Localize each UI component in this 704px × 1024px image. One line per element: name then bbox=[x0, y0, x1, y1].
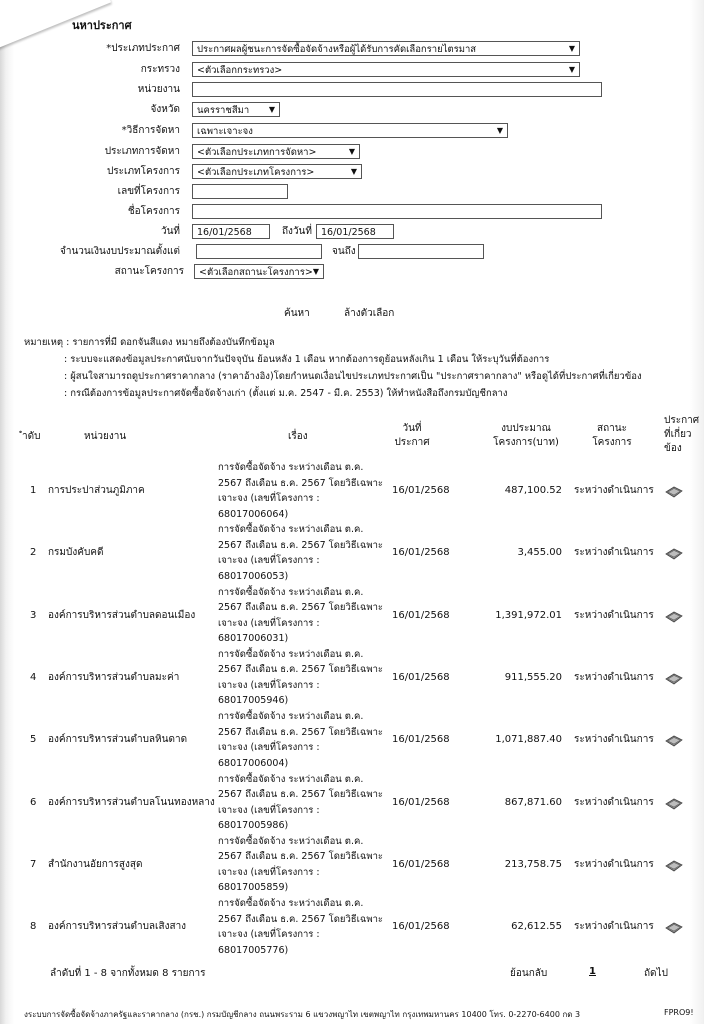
note-line: : ระบบจะแสดงข้อมูลประกาศนับจากวันปัจจุบัน ย้อนหลัง 1 เดือน หากต้องการดูย้อนหลังเกิน 1 เดือน ให้ระบุวันที่ต้องการ bbox=[64, 354, 550, 365]
table-row bbox=[0, 834, 704, 896]
footer-code: FPRO9! bbox=[664, 1008, 694, 1017]
row-date: 16/01/2568 bbox=[392, 671, 450, 683]
budget-to-input[interactable] bbox=[358, 244, 484, 259]
project-name-label: ชื่อโครงการ bbox=[127, 206, 180, 217]
section-title: นหาประกาศ bbox=[72, 19, 132, 32]
row-status: ระหว่างดำเนินการ bbox=[574, 796, 654, 808]
date-to-label: ถึงวันที่ bbox=[282, 226, 312, 237]
row-no: 5 bbox=[30, 734, 37, 746]
pagination-page-1[interactable]: 1 bbox=[589, 966, 596, 977]
row-status: ระหว่างดำเนินการ bbox=[574, 921, 654, 933]
table-row bbox=[0, 522, 704, 584]
document-stack-icon[interactable] bbox=[664, 735, 684, 747]
row-budget: 487,100.52 bbox=[504, 485, 562, 496]
header-status-line2: โครงการ bbox=[592, 437, 632, 448]
chevron-down-icon: ▼ bbox=[348, 147, 356, 156]
announce-type-select[interactable] bbox=[192, 41, 580, 56]
document-stack-icon[interactable] bbox=[664, 798, 684, 810]
document-stack-icon[interactable] bbox=[664, 486, 684, 498]
header-status-line1: สถานะ bbox=[597, 423, 627, 434]
document-stack-icon[interactable] bbox=[664, 860, 684, 872]
row-date: 16/01/2568 bbox=[392, 734, 450, 746]
row-ministry bbox=[0, 61, 704, 79]
method-label: *วิธีการจัดหา bbox=[121, 125, 180, 136]
header-date-line1: วันที่ bbox=[402, 423, 422, 434]
row-subject-link[interactable]: การจัดซื้อจัดจ้าง ระหว่างเดือน ต.ค. 2567 ถึงเดือน ธ.ค. 2567 โดยวิธีเฉพาะเจาะจง (เลขที่โครงการ : 68017006004) bbox=[218, 711, 384, 769]
row-date: 16/01/2568 bbox=[392, 609, 450, 621]
table-row bbox=[0, 709, 704, 771]
row-budget: 867,871.60 bbox=[504, 796, 562, 808]
header-related-line3: ข้อง bbox=[664, 443, 682, 454]
row-province bbox=[0, 101, 704, 119]
row-status: ระหว่างดำเนินการ bbox=[574, 671, 654, 683]
row-no: 4 bbox=[30, 671, 37, 683]
row-budget bbox=[0, 243, 704, 261]
row-date: 16/01/2568 bbox=[392, 547, 450, 559]
header-related bbox=[664, 414, 704, 456]
row-status: ระหว่างดำเนินการ bbox=[574, 547, 654, 559]
row-date: 16/01/2568 bbox=[392, 796, 450, 808]
row-agency: องค์การบริหารส่วนตำบลหินดาด bbox=[48, 734, 188, 746]
row-status: ระหว่างดำเนินการ bbox=[574, 858, 654, 870]
row-status bbox=[0, 263, 704, 281]
header-status bbox=[584, 422, 640, 450]
chevron-down-icon: ▼ bbox=[312, 267, 320, 276]
pagination-next-link[interactable]: ถัดไป bbox=[644, 968, 668, 979]
project-name-input[interactable] bbox=[192, 204, 602, 219]
footer-text: งระบบการจัดซื้อจัดจ้างภาครัฐและราคากลาง (กรช.) กรมบัญชีกลาง ถนนพระราม 6 แขวงพญาไท เขตพญาไท กรุงเทพมหานคร 10400 โทร. 0-2270-6400 กด 3 bbox=[24, 1010, 581, 1019]
header-date-line2: ประกาศ bbox=[394, 437, 430, 448]
row-agency: การประปาส่วนภูมิภาค bbox=[48, 485, 145, 496]
row-agency: องค์การบริหารส่วนตำบลดอนเมือง bbox=[48, 609, 196, 621]
row-agency: องค์การบริหารส่วนตำบลมะค่า bbox=[48, 671, 180, 683]
project-type-select[interactable] bbox=[192, 164, 362, 179]
results-table-header bbox=[0, 415, 704, 460]
row-budget: 911,555.20 bbox=[504, 671, 562, 683]
chevron-down-icon: ▼ bbox=[568, 44, 576, 53]
table-row bbox=[0, 896, 704, 958]
row-agency: องค์การบริหารส่วนตำบลโนนทองหลาง bbox=[48, 796, 215, 808]
row-budget: 1,071,887.40 bbox=[495, 734, 562, 746]
method-value: เฉพาะเจาะจง bbox=[197, 126, 253, 137]
row-agency: สำนักงานอัยการสูงสุด bbox=[48, 858, 143, 870]
procure-type-label: ประเภทการจัดหา bbox=[104, 146, 180, 157]
table-row bbox=[0, 772, 704, 834]
status-value: <ตัวเลือกสถานะโครงการ> bbox=[199, 267, 313, 278]
ministry-value: <ตัวเลือกกระทรวง> bbox=[197, 65, 283, 76]
row-subject-link[interactable]: การจัดซื้อจัดจ้าง ระหว่างเดือน ต.ค. 2567 ถึงเดือน ธ.ค. 2567 โดยวิธีเฉพาะเจาะจง (เลขที่โครงการ : 68017006064) bbox=[218, 462, 384, 520]
header-related-line2: ที่เกี่ยว bbox=[664, 429, 692, 440]
row-status: ระหว่างดำเนินการ bbox=[574, 734, 654, 746]
note-line: : ผู้สนใจสามารถดูประกาศราคากลาง (ราคาอ้างอิง)โดยกำหนดเงื่อนไขประเภทประกาศเป็น "ประกาศราคากลาง" หรือดูได้ที่ประกาศที่เกี่ยวข้อง bbox=[64, 371, 642, 382]
table-row bbox=[0, 460, 704, 522]
row-budget: 1,391,972.01 bbox=[495, 609, 562, 621]
header-agency: หน่วยงาน bbox=[84, 431, 127, 442]
note-line: หมายเหตุ : รายการที่มี ดอกจันสีแดง หมายถึงต้องบันทึกข้อมูล bbox=[24, 337, 275, 348]
ministry-label: กระทรวง bbox=[140, 64, 180, 75]
row-agency bbox=[0, 81, 704, 99]
row-no: 2 bbox=[30, 547, 37, 559]
row-subject-link[interactable]: การจัดซื้อจัดจ้าง ระหว่างเดือน ต.ค. 2567 ถึงเดือน ธ.ค. 2567 โดยวิธีเฉพาะเจาะจง (เลขที่โครงการ : 68017005946) bbox=[218, 648, 384, 707]
agency-label: หน่วยงาน bbox=[137, 84, 180, 95]
chevron-down-icon: ▼ bbox=[350, 167, 358, 176]
row-status: ระหว่างดำเนินการ bbox=[574, 485, 654, 496]
row-announce-type bbox=[0, 40, 704, 58]
row-budget: 213,758.75 bbox=[504, 858, 562, 870]
status-label: สถานะโครงการ bbox=[114, 266, 184, 277]
budget-label: จำนวนเงินงบประมาณตั้งแต่ bbox=[59, 246, 180, 257]
document-stack-icon[interactable] bbox=[664, 673, 684, 685]
date-from-input[interactable]: 16/01/2568 bbox=[192, 224, 270, 239]
budget-from-input[interactable] bbox=[196, 244, 322, 259]
search-button[interactable]: ค้นหา bbox=[284, 308, 310, 319]
budget-to-label: จนถึง bbox=[332, 246, 356, 257]
project-no-input[interactable] bbox=[192, 184, 288, 199]
procure-type-value: <ตัวเลือกประเภทการจัดหา> bbox=[197, 147, 317, 158]
announce-type-label: *ประเภทประกาศ bbox=[106, 43, 180, 54]
project-no-label: เลขที่โครงการ bbox=[117, 186, 180, 197]
header-subject: เรื่อง bbox=[288, 431, 308, 442]
document-stack-icon[interactable] bbox=[664, 611, 684, 623]
header-no: ำดับ bbox=[22, 431, 41, 442]
row-status: ระหว่างดำเนินการ bbox=[574, 609, 654, 621]
table-row bbox=[0, 647, 704, 709]
province-select[interactable] bbox=[192, 102, 280, 117]
table-row bbox=[0, 585, 704, 647]
row-agency: กรมบังคับคดี bbox=[48, 547, 104, 559]
status-select[interactable] bbox=[194, 264, 324, 279]
header-budget-line1: งบประมาณ bbox=[501, 423, 551, 434]
province-label: จังหวัด bbox=[150, 104, 180, 115]
agency-input[interactable] bbox=[192, 82, 602, 97]
row-method bbox=[0, 122, 704, 140]
header-budget bbox=[478, 422, 574, 450]
row-date: 16/01/2568 bbox=[392, 921, 450, 933]
ministry-select[interactable] bbox=[192, 62, 580, 77]
row-budget: 3,455.00 bbox=[517, 547, 562, 559]
notes bbox=[24, 334, 684, 402]
row-no: 7 bbox=[30, 858, 37, 870]
announce-type-value: ประกาศผลผู้ชนะการจัดซื้อจัดจ้างหรือผู้ได้รับการคัดเลือกรายไตรมาส bbox=[197, 44, 477, 55]
pagination-summary: ลำดับที่ 1 - 8 จากทั้งหมด 8 รายการ bbox=[50, 968, 206, 979]
project-type-label: ประเภทโครงการ bbox=[106, 166, 180, 177]
row-no: 6 bbox=[30, 796, 37, 808]
method-select[interactable] bbox=[192, 123, 508, 138]
row-date: 16/01/2568 bbox=[392, 485, 450, 496]
header-budget-line2: โครงการ(บาท) bbox=[493, 437, 559, 448]
date-label: วันที่ bbox=[160, 226, 180, 237]
row-subject-link[interactable]: การจัดซื้อจัดจ้าง ระหว่างเดือน ต.ค. 2567 ถึงเดือน ธ.ค. 2567 โดยวิธีเฉพาะเจาะจง (เลขที่โครงการ : 68017006053) bbox=[218, 524, 384, 582]
row-agency: องค์การบริหารส่วนตำบลเสิงสาง bbox=[48, 921, 187, 933]
header-related-line1: ประกาศ bbox=[664, 415, 700, 426]
project-type-value: <ตัวเลือกประเภทโครงการ> bbox=[197, 167, 315, 178]
row-no: 8 bbox=[30, 921, 37, 933]
row-no: 3 bbox=[30, 609, 37, 621]
date-to-input[interactable]: 16/01/2568 bbox=[316, 224, 394, 239]
row-dates bbox=[0, 223, 704, 241]
row-procure-type bbox=[0, 143, 704, 161]
row-date: 16/01/2568 bbox=[392, 858, 450, 870]
row-subject-link[interactable]: การจัดซื้อจัดจ้าง ระหว่างเดือน ต.ค. 2567 ถึงเดือน ธ.ค. 2567 โดยวิธีเฉพาะเจาะจง (เลขที่โครงการ : 68017005986) bbox=[218, 773, 384, 831]
document-stack-icon[interactable] bbox=[664, 548, 684, 560]
row-no: 1 bbox=[30, 485, 37, 496]
row-subject-link[interactable]: การจัดซื้อจัดจ้าง ระหว่างเดือน ต.ค. 2567 ถึงเดือน ธ.ค. 2567 โดยวิธีเฉพาะเจาะจง (เลขที่โครงการ : 68017005859) bbox=[218, 835, 384, 894]
note-line: : กรณีต้องการข้อมูลประกาศจัดซื้อจัดจ้างเก่า (ตั้งแต่ ม.ค. 2547 - มี.ค. 2553) ให้ทำหนังสือถึงกรมบัญชีกลาง bbox=[64, 388, 508, 399]
chevron-down-icon: ▼ bbox=[268, 105, 276, 114]
province-value: นครราชสีมา bbox=[197, 105, 250, 116]
procure-type-select[interactable] bbox=[192, 144, 360, 159]
row-project-type bbox=[0, 163, 704, 181]
row-project-no bbox=[0, 183, 704, 201]
row-project-name bbox=[0, 203, 704, 221]
chevron-down-icon: ▼ bbox=[568, 65, 576, 74]
row-subject-link[interactable]: การจัดซื้อจัดจ้าง ระหว่างเดือน ต.ค. 2567 ถึงเดือน ธ.ค. 2567 โดยวิธีเฉพาะเจาะจง (เลขที่โครงการ : 68017005776) bbox=[218, 898, 384, 956]
document-stack-icon[interactable] bbox=[664, 922, 684, 934]
row-subject-link[interactable]: การจัดซื้อจัดจ้าง ระหว่างเดือน ต.ค. 2567 ถึงเดือน ธ.ค. 2567 โดยวิธีเฉพาะเจาะจง (เลขที่โครงการ : 68017006031) bbox=[218, 586, 384, 645]
header-date bbox=[392, 422, 432, 450]
pagination-back-link[interactable]: ย้อนกลับ bbox=[510, 968, 548, 979]
clear-button[interactable]: ล้างตัวเลือก bbox=[344, 308, 395, 319]
chevron-down-icon: ▼ bbox=[496, 126, 504, 135]
row-budget: 62,612.55 bbox=[511, 921, 562, 933]
